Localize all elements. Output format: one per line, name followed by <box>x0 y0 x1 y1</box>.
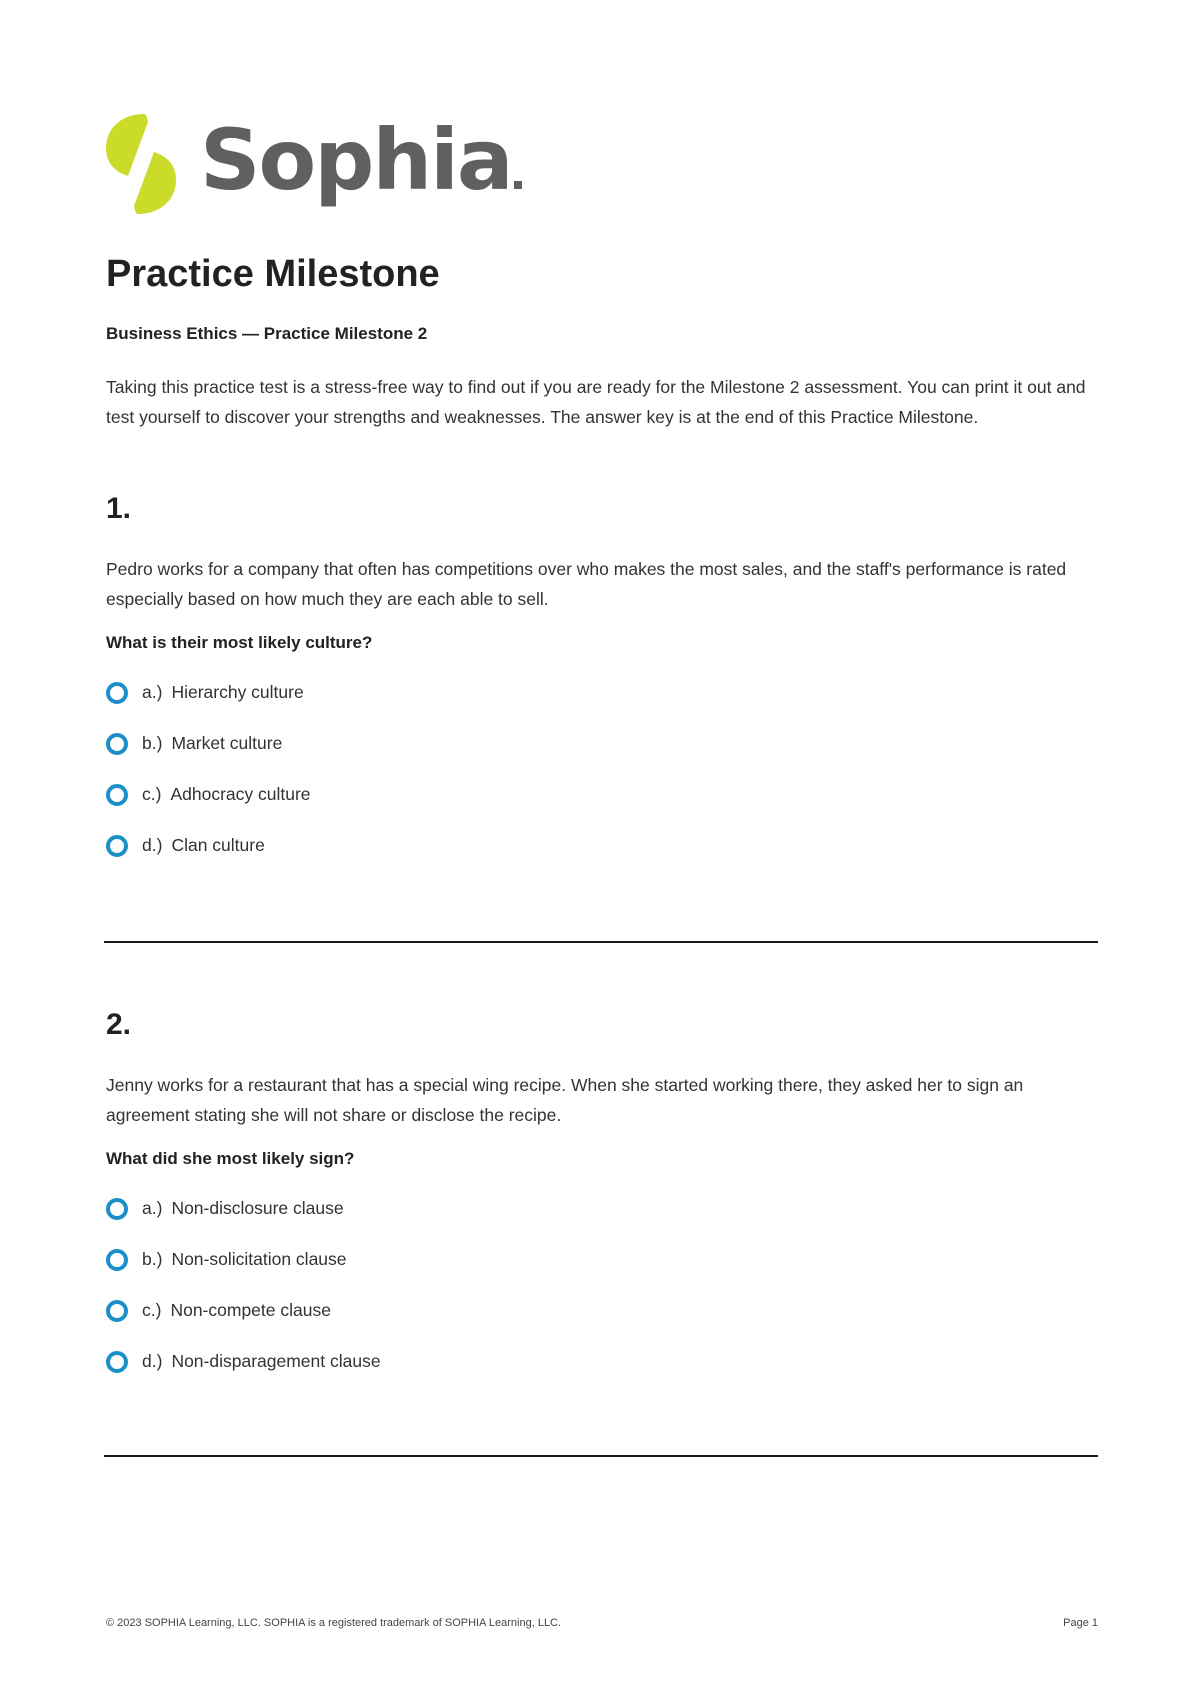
question-number: 1. <box>106 492 132 525</box>
page-title: Practice Milestone <box>106 253 440 295</box>
option-letter: d.) <box>142 835 163 855</box>
option-letter: a.) <box>142 682 163 702</box>
option-label: Market culture <box>171 733 283 753</box>
option-label: Hierarchy culture <box>171 682 304 702</box>
answer-options <box>106 1183 1096 1387</box>
answer-option-a[interactable] <box>106 667 1096 718</box>
option-label: Clan culture <box>171 835 265 855</box>
course-subtitle: Business Ethics — Practice Milestone 2 <box>106 324 428 343</box>
question-prompt: What is their most likely culture? <box>106 633 373 652</box>
question-text: Jenny works for a restaurant that has a special wing recipe. When she started working there, they asked her to sign an agreement stating she will not share or disclose the recipe. <box>106 1075 1024 1125</box>
answer-options <box>106 667 1096 871</box>
page-number: Page 1 <box>1063 1617 1098 1629</box>
radio-button[interactable] <box>106 733 128 755</box>
answer-option-d[interactable] <box>106 820 1096 871</box>
question-1 <box>106 494 1096 871</box>
option-letter: d.) <box>142 1351 163 1371</box>
question-2 <box>106 1010 1096 1387</box>
page-footer <box>106 1617 1098 1629</box>
section-divider <box>104 1455 1098 1457</box>
answer-option-c[interactable] <box>106 769 1096 820</box>
option-label: Non-disclosure clause <box>171 1198 344 1218</box>
option-letter: c.) <box>142 1300 162 1320</box>
option-label: Non-solicitation clause <box>171 1249 347 1269</box>
logo-wordmark: Sophia <box>200 118 522 202</box>
option-label: Non-compete clause <box>170 1300 331 1320</box>
answer-option-d[interactable] <box>106 1336 1096 1387</box>
radio-button[interactable] <box>106 1198 128 1220</box>
radio-button[interactable] <box>106 1249 128 1271</box>
copyright-notice: © 2023 SOPHIA Learning, LLC. SOPHIA is a registered trademark of SOPHIA Learning, LLC. <box>106 1617 562 1629</box>
option-letter: b.) <box>142 1249 163 1269</box>
section-divider <box>104 941 1098 943</box>
radio-button[interactable] <box>106 1300 128 1322</box>
answer-option-c[interactable] <box>106 1285 1096 1336</box>
question-number: 2. <box>106 1008 132 1041</box>
radio-button[interactable] <box>106 1351 128 1373</box>
option-letter: a.) <box>142 1198 163 1218</box>
logo-dot <box>514 181 522 189</box>
option-letter: c.) <box>142 784 162 804</box>
option-letter: b.) <box>142 733 163 753</box>
answer-option-a[interactable] <box>106 1183 1096 1234</box>
question-text: Pedro works for a company that often has competitions over who makes the most sales, and the staff's performance is rated especially based on how much they are each able to sell. <box>106 559 1067 609</box>
radio-button[interactable] <box>106 784 128 806</box>
answer-option-b[interactable] <box>106 1234 1096 1285</box>
sophia-logo <box>104 112 522 216</box>
radio-button[interactable] <box>106 835 128 857</box>
option-label: Non-disparagement clause <box>171 1351 381 1371</box>
sophia-logo-icon <box>104 112 178 216</box>
radio-button[interactable] <box>106 682 128 704</box>
option-label: Adhocracy culture <box>170 784 311 804</box>
intro-paragraph: Taking this practice test is a stress-free way to find out if you are ready for the Milestone 2 assessment. You can print it out and test yourself to discover your strengths and weaknesses. The answer key is at the end of this Practice Milestone. <box>106 377 1086 427</box>
question-prompt: What did she most likely sign? <box>106 1149 355 1168</box>
answer-option-b[interactable] <box>106 718 1096 769</box>
